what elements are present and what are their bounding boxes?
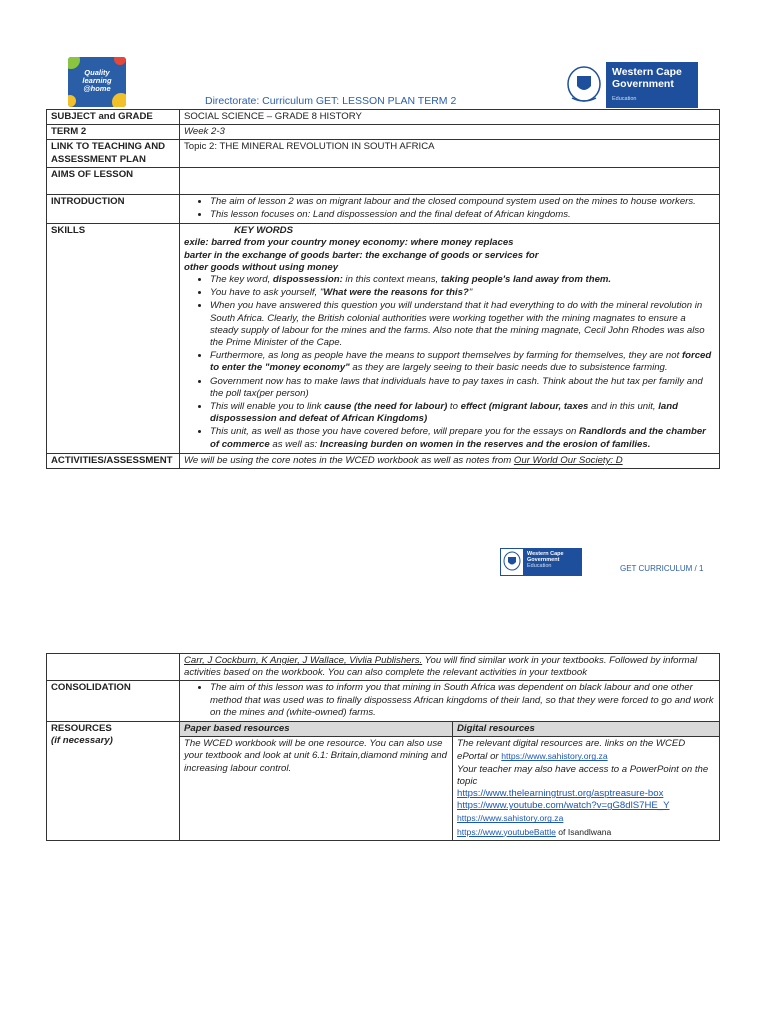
text-run: This will enable you to link: [210, 401, 325, 413]
lesson-plan-table-continued: [46, 653, 720, 841]
list-item: [210, 274, 715, 286]
text-run: Carr, J Cockburn, K Angier, J Wallace, Vivlia Publishers.: [184, 655, 423, 666]
text-run: Our World Our Society: D: [513, 454, 623, 466]
footer-logo: [500, 548, 582, 576]
subject-value: SOCIAL SCIENCE – GRADE 8 HISTORY: [180, 110, 720, 125]
continued-text: [180, 654, 720, 681]
western-cape-logo: [562, 62, 698, 108]
resources-subtitle: (if necessary): [51, 735, 113, 747]
text-run: of Isandlwana: [555, 826, 612, 837]
list-item: • The aim of this lesson was to inform you that mining in South Africa was dependent on black labour and one other method that was used was to finally dispossess African kingdoms of their land, so that they were forced to go and work on the mines and (white-owned) farms.: [210, 682, 715, 719]
introduction-list: [184, 196, 715, 221]
quality-learning-logo: [68, 57, 126, 107]
table-row: [47, 110, 720, 125]
digital-resources-header: Digital resources: [453, 722, 720, 737]
text-run: and in this unit,: [588, 401, 659, 413]
text-run: taking people's land away from them.: [440, 274, 612, 286]
footer-page-label: GET CURRICULUM / 1: [620, 564, 704, 573]
text-run: ": [468, 287, 473, 299]
wc-logo-line1: Western Cape: [612, 66, 682, 78]
directorate-title: Directorate: Curriculum GET: LESSON PLAN TERM 2: [205, 95, 457, 107]
list-item: [210, 426, 715, 450]
table-row: [47, 722, 720, 737]
resources-title: RESOURCES: [51, 723, 112, 735]
footer-logo-line1: Western Cape: [527, 551, 564, 557]
text-run: forced to enter the "money economy": [210, 350, 712, 374]
wc-logo-sub: Education: [612, 96, 637, 102]
text-run: as well as:: [269, 438, 320, 450]
crest-icon: [500, 548, 524, 576]
skills-label: SKILLS: [47, 224, 180, 454]
text-run: Furthermore, as long as people have the means to support themselves by farming for themselves, they are not: [210, 350, 682, 362]
text-run: We will be using the core notes in the WCED workbook as well as notes from: [184, 454, 514, 466]
text-run: cause (the need for labour): [324, 401, 448, 413]
consolidation-label: CONSOLIDATION: [47, 681, 180, 722]
table-row: [47, 125, 720, 140]
aims-value: [180, 167, 720, 194]
consolidation-list: [184, 682, 715, 719]
activities-label: ACTIVITIES/ASSESSMENT: [47, 453, 180, 468]
resources-label: [47, 722, 180, 841]
list-item: [210, 287, 715, 299]
table-row: [47, 224, 720, 454]
sahistory-link-2[interactable]: https://www.sahistory.org.za: [457, 813, 564, 824]
consolidation-value: [180, 681, 720, 722]
table-row: [47, 140, 720, 167]
key-words-line: exile: barred from your country money economy: where money replaces: [184, 237, 514, 249]
text-run: The relevant digital resources are. links on the WCED ePortal or: [457, 738, 686, 763]
text-run: You will find similar work in your textbooks. Followed by informal activities based on the workbook. You can also complete the relevant activities in your textbook: [184, 655, 698, 679]
text-run: to: [447, 401, 461, 413]
link-value: Topic 2: THE MINERAL REVOLUTION IN SOUTH AFRICA: [180, 140, 720, 167]
table-row: [47, 167, 720, 194]
youtube-link[interactable]: https://www.youtube.com/watch?v=gG8dlS7HE_Y: [457, 800, 670, 812]
aims-label: AIMS OF LESSON: [47, 167, 180, 194]
digital-resources-text: [453, 737, 720, 841]
text-run: dispossession:: [272, 274, 343, 286]
list-item: [210, 401, 715, 425]
text-run: land dispossession and defeat of African Kingdoms): [210, 401, 678, 425]
lesson-plan-table: [46, 109, 720, 469]
text-run: as they are largely seeing to their basic needs due to subsistence farming.: [349, 362, 668, 374]
list-item: • Government now has to make laws that individuals have to pay taxes in cash. Think about the hut tax per family and the poll tax(per person): [210, 376, 715, 400]
subject-label: SUBJECT and GRADE: [47, 110, 180, 125]
text-run: What were the reasons for this?: [323, 287, 469, 299]
key-words-line: other goods without using money: [184, 261, 339, 273]
text-run: Increasing burden on women in the reserves and the erosion of families.: [319, 438, 651, 450]
table-row: [47, 194, 720, 223]
skills-value: [180, 224, 720, 454]
sahistory-link[interactable]: https://www.sahistory.org.za: [501, 751, 608, 762]
text-run: Randlords and the chamber of commerce: [210, 426, 706, 450]
learningtrust-link[interactable]: https://www.thelearningtrust.org/asptreasure-box: [457, 788, 664, 800]
list-item: • When you have answered this question you will understand that it had everything to do with the mineral revolution in South Africa. Clearly, the British colonial authorities were working together with the mining magnates to ensure a steady supply of labour for the mines and the farms. Also note that the mining magnate, Cecil John Rhodes was also the Prime Minister of the Cape.: [210, 300, 715, 349]
paper-resources-text: The WCED workbook will be one resource. You can also use your textbook and look at unit 6.1: Britain,diamond mining and increasing labour control.: [180, 737, 453, 841]
term-label: TERM 2: [47, 125, 180, 140]
text-run: The key word,: [210, 274, 273, 286]
text-run: effect (migrant labour, taxes: [460, 401, 589, 413]
quality-logo-text: Quality learning @home: [82, 68, 112, 93]
empty-label: [47, 654, 180, 681]
text-run: Your teacher may also have access to a PowerPoint on the topic: [457, 763, 709, 787]
youtube-battle-link[interactable]: https://www.youtubeBattle: [457, 826, 556, 837]
key-words-heading: KEY WORDS: [234, 225, 293, 237]
list-item: • The aim of lesson 2 was on migrant labour and the closed compound system used on the mines to house workers.: [210, 196, 715, 208]
list-item: [210, 350, 715, 374]
footer-logo-line2: Government: [527, 557, 560, 563]
table-row: [47, 654, 720, 681]
wc-logo-line2: Government: [612, 77, 674, 90]
list-item: • This lesson focuses on: Land dispossession and the final defeat of African kingdoms.: [210, 209, 715, 221]
crest-icon: [562, 62, 606, 108]
skills-list: [184, 274, 715, 451]
text-run: You have to ask yourself, ": [210, 287, 324, 299]
text-run: in this context means,: [342, 274, 441, 286]
introduction-value: [180, 194, 720, 223]
footer-logo-sub: Education: [527, 563, 552, 569]
text-run: This unit, as well as those you have covered before, will prepare you for the essays on: [210, 426, 580, 438]
activities-value: [180, 453, 720, 468]
paper-resources-header: Paper based resources: [180, 722, 453, 737]
table-row: [47, 453, 720, 468]
introduction-label: INTRODUCTION: [47, 194, 180, 223]
term-value: Week 2-3: [180, 125, 720, 140]
table-row: [47, 681, 720, 722]
link-label: LINK TO TEACHING AND ASSESSMENT PLAN: [47, 140, 180, 167]
key-words-line: barter in the exchange of goods barter: the exchange of goods or services for: [184, 249, 539, 261]
